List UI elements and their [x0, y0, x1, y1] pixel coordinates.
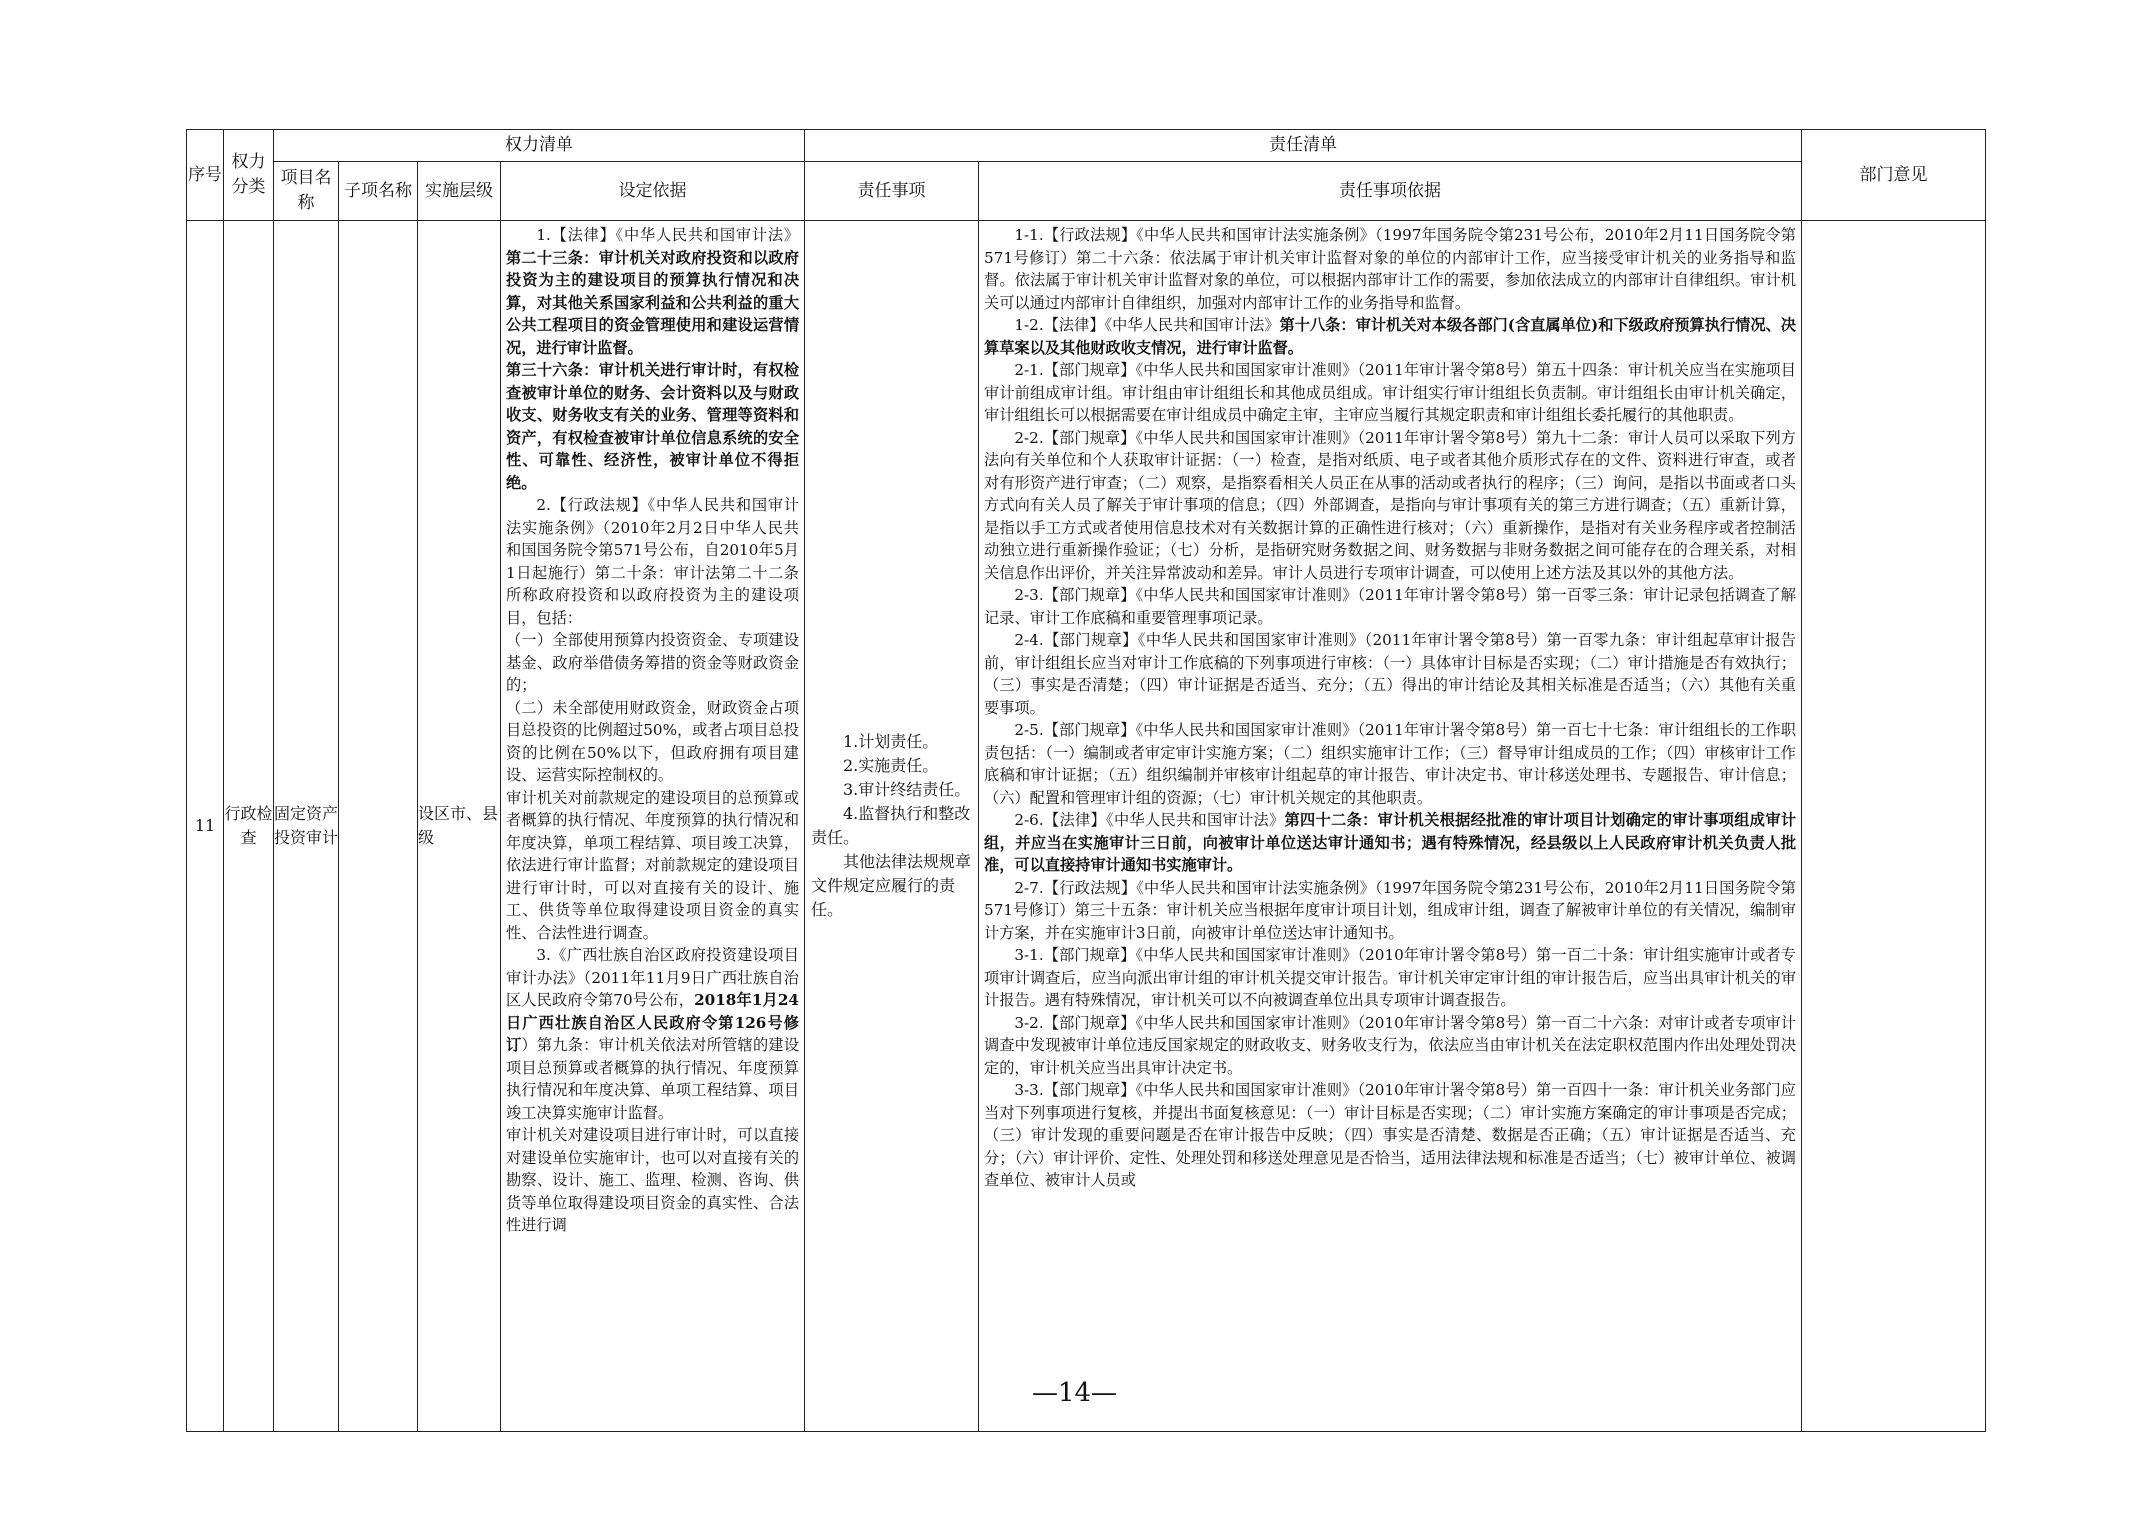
duty-list: [805, 730, 978, 922]
page-number: —14—: [1031, 1378, 1118, 1408]
header-duty-basis: 责任事项依据: [979, 162, 1802, 221]
duty-basis-text-run: 2-1.【部门规章】《中华人民共和国国家审计准则》（2011年审计署令第8号）第五十四条：审计机关应当在实施项目审计前组成审计组。审计组由审计组组长和其他成员组成。审计组实行审计组组长负责制。审计组组长由审计机关确定，审计组组长可以根据需要在审计组成员中确定主审，主审应当履行其规定职责和审计组组长委托履行的其他职责。: [984, 361, 1796, 424]
header-department-opinion: 部门意见: [1802, 130, 1986, 221]
duty-basis-paragraph: [984, 629, 1796, 719]
cell-category: 行政检查: [224, 221, 274, 1432]
basis-text: [501, 221, 804, 1431]
duty-item: 其他法律法规规章文件规定应履行的责任。: [811, 852, 972, 919]
basis-text-run: 第三十六条：审计机关进行审计时，有权检查被审计单位的财务、会计资料以及与财政收支、财务收支有关的业务、管理等资料和资产，有权检查被审计单位信息系统的安全性、可靠性、经济性，被审计单位不得拒绝。: [506, 361, 799, 492]
basis-text-run: 第二十三条：审计机关对政府投资和以政府投资为主的建设项目的预算执行情况和决算，对其他关系国家利益和公共利益的重大公共工程项目的资金管理使用和建设运营情况，进行审计监督。: [506, 248, 799, 357]
header-level: 实施层级: [418, 162, 501, 221]
basis-paragraph: [506, 224, 799, 359]
duty-basis-text-run: 1-1.【行政法规】《中华人民共和国审计法实施条例》（1997年国务院令第231号公布，2010年2月11日国务院令第571号修订）第二十六条：依法属于审计机关审计监督对象的单位的内部审计工作，应当接受审计机关的业务指导和监督。依法属于审计机关审计监督对象的单位，可以根据内部审计工作的需要，参加依法成立的内部审计自律组织。审计机关可以通过内部审计自律组织，加强对内部审计工作的业务指导和监督。: [984, 226, 1796, 312]
basis-text-run: （一）全部使用预算内投资资金、专项建设基金、政府举借债务筹措的资金等财政资金的；: [506, 631, 799, 694]
duty-item: 2.实施责任。: [843, 756, 939, 775]
duty-basis-text-run: 2-6.【法律】《中华人民共和国审计法》: [1014, 811, 1285, 829]
basis-text-run: 审计机关对建设项目进行审计时，可以直接对建设单位实施审计，也可以对直接有关的勘察、设计、施工、监理、检测、咨询、供货等单位取得建设项目资金的真实性、合法性进行调: [506, 1126, 799, 1234]
duty-basis-text-run: 2-3.【部门规章】《中华人民共和国国家审计准则》（2011年审计署令第8号）第一百零三条：审计记录包括调查了解记录、审计工作底稿和重要管理事项记录。: [984, 586, 1796, 627]
basis-text-run: 2018年1月24日广西壮族自治区人民政府令第126号修订: [506, 991, 799, 1054]
duty-basis-paragraph: [984, 1079, 1796, 1192]
header-responsibility-list: 责任清单: [805, 130, 1802, 162]
duty-basis-text: [979, 221, 1801, 1431]
header-power-list: 权力清单: [274, 130, 805, 162]
basis-text-run: 审计机关对前款规定的建设项目的总预算或者概算的执行情况、年度预算的执行情况和年度决算，单项工程结算、项目竣工决算，依法进行审计监督；对前款规定的建设项目进行审计时，可以对直接有关的设计、施工、供货等单位取得建设项目资金的真实性、合法性进行调查。: [506, 788, 799, 942]
header-duty: 责任事项: [805, 162, 979, 221]
header-category: 权力分类: [224, 130, 274, 221]
header-item-name: 项目名称: [274, 162, 339, 221]
duty-item: 3.审计终结责任。: [843, 780, 971, 799]
duty-basis-text-run: 3-2.【部门规章】《中华人民共和国国家审计准则》（2010年审计署令第8号）第一百二十六条：对审计或者专项审计调查中发现被审计单位违反国家规定的财政收支、财务收支行为，依法应当由审计机关在法定职权范围内作出处理处罚决定的，审计机关应当出具审计决定书。: [984, 1013, 1796, 1077]
basis-text-run: （二）未全部使用财政资金，财政资金占项目总投资的比例超过50%，或者占项目总投资的比例在50%以下，但政府拥有项目建设、运营实际控制权的。: [506, 698, 799, 784]
cell-basis: [501, 221, 805, 1432]
duty-basis-paragraph: [984, 224, 1796, 314]
duty-basis-text-run: 2-2.【部门规章】《中华人民共和国国家审计准则》（2011年审计署令第8号）第九十二条：审计人员可以采取下列方法向有关单位和个人获取审计证据：（一）检查，是指对纸质、电子或者其他介质形式存在的文件、资料进行审查，或者对有形资产进行审查；（二）观察，是指察看相关人员正在从事的活动或者执行的程序；（三）询问，是指以书面或者口头方式向有关人员了解关于审计事项的信息；（四）外部调查，是指向与审计事项有关的第三方进行调查；（五）重新计算，是指以手工方式或者使用信息技术对有关数据计算的正确性进行核对；（六）重新操作，是指对有关业务程序或者控制活动独立进行重新操作验证；（七）分析，是指研究财务数据之间、财务数据与非财务数据之间可能存在的合理关系，对相关信息作出评价，并关注异常波动和差异。审计人员进行专项审计调查，可以使用上述方法及其以外的其他方法。: [984, 428, 1796, 582]
header-seq: 序号: [187, 130, 224, 221]
cell-seq: 11: [187, 221, 224, 1432]
duty-basis-paragraph: [984, 314, 1796, 359]
basis-paragraph: [506, 697, 799, 787]
duty-item: 4.监督执行和整改责任。: [811, 804, 971, 847]
duty-item: 1.计划责任。: [843, 732, 939, 751]
duty-basis-paragraph: [984, 719, 1796, 809]
duty-basis-text-run: 3-1.【部门规章】《中华人民共和国国家审计准则》（2010年审计署令第8号）第一百二十条：审计组实施审计或者专项审计调查后，应当向派出审计组的审计机关提交审计报告。审计机关审定审计组的审计报告后，应当出具审计机关的审计报告。遇有特殊情况，审计机关可以不向被调查单位出具专项审计调查报告。: [984, 946, 1796, 1009]
duty-basis-text-run: 第四十二条：审计机关根据经批准的审计项目计划确定的审计事项组成审计组，并应当在实施审计三日前，向被审计单位送达审计通知书；遇有特殊情况，经县级以上人民政府审计机关负责人批准，可以直接持审计通知书实施审计。: [984, 811, 1797, 874]
header-sub-item: 子项名称: [339, 162, 418, 221]
basis-paragraph: [506, 787, 799, 945]
basis-text-run: ）第九条：审计机关依法对所管辖的建设项目总预算或者概算的执行情况、年度预算执行情况和年度决算、单项工程结算、项目竣工决算实施审计监督。: [506, 1036, 800, 1122]
cell-duty-basis: [979, 221, 1802, 1432]
cell-item-name: 固定资产投资审计: [274, 221, 339, 1432]
cell-duty: [805, 221, 979, 1432]
basis-paragraph: [506, 1124, 799, 1237]
table-row: [187, 221, 1986, 1432]
duty-basis-paragraph: [984, 944, 1796, 1012]
basis-text-run: 1.【法律】《中华人民共和国审计法》: [536, 226, 799, 244]
duty-basis-paragraph: [984, 427, 1796, 585]
duty-basis-text-run: 2-5.【部门规章】《中华人民共和国国家审计准则》（2011年审计署令第8号）第一百七十七条：审计组组长的工作职责包括：（一）编制或者审定审计实施方案；（二）组织实施审计工作；（三）督导审计组成员的工作；（四）审核审计工作底稿和审计证据；（五）组织编制并审核审计组起草的审计报告、审计决定书、审计移送处理书、专题报告、审计信息；（六）配置和管理审计组的资源；（七）审计机关规定的其他职责。: [984, 721, 1796, 807]
duty-basis-text-run: 第十八条：审计机关对本级各部门(含直属单位)和下级政府预算执行情况、决算草案以及其他财政收支情况，进行审计监督。: [984, 316, 1796, 357]
duty-basis-paragraph: [984, 877, 1796, 945]
power-responsibility-table: [186, 129, 1986, 1432]
duty-basis-paragraph: [984, 809, 1796, 877]
basis-text-run: 2.【行政法规】《中华人民共和国审计法实施条例》（2010年2月2日中华人民共和国国务院令第571号公布，自2010年5月1日起施行）第二十条：审计法第二十二条所称政府投资和以政府投资为主的建设项目，包括：: [506, 496, 799, 627]
basis-paragraph: [506, 629, 799, 697]
basis-text-run: 3.《广西壮族自治区政府投资建设项目审计办法》（2011年11月9日广西壮族自治区人民政府令第70号公布，: [506, 946, 799, 1009]
duty-basis-text-run: 2-7.【行政法规】《中华人民共和国审计法实施条例》（1997年国务院令第231号公布，2010年2月11日国务院令第571号修订）第三十五条：审计机关应当根据年度审计项目计划，组成审计组，调查了解被审计单位的有关情况，编制审计方案，并在实施审计3日前，向被审计单位送达审计通知书。: [984, 878, 1796, 942]
basis-paragraph: [506, 944, 799, 1124]
duty-basis-paragraph: [984, 584, 1796, 629]
cell-department-opinion: [1802, 221, 1986, 1432]
duty-basis-text-run: 1-2.【法律】《中华人民共和国审计法》: [1014, 316, 1280, 334]
duty-basis-text-run: 2-4.【部门规章】《中华人民共和国国家审计准则》（2011年审计署令第8号）第一百零九条：审计组起草审计报告前，审计组组长应当对审计工作底稿的下列事项进行审核：（一）具体审计目标是否实现；（二）审计措施是否有效执行；（三）事实是否清楚；（四）审计证据是否适当、充分；（五）得出的审计结论及其相关标准是否适当；（六）其他有关重要事项。: [984, 631, 1796, 717]
header-basis: 设定依据: [501, 162, 805, 221]
duty-basis-paragraph: [984, 359, 1796, 427]
basis-paragraph: [506, 359, 799, 494]
basis-paragraph: [506, 494, 799, 629]
duty-basis-text-run: 3-3.【部门规章】《中华人民共和国国家审计准则》（2010年审计署令第8号）第一百四十一条：审计机关业务部门应当对下列事项进行复核，并提出书面复核意见：（一）审计目标是否实现；（二）审计实施方案确定的审计事项是否完成；（三）审计发现的重要问题是否在审计报告中反映；（四）事实是否清楚、数据是否正确；（五）审计证据是否适当、充分；（六）审计评价、定性、处理处罚和移送处理意见是否恰当，适用法律法规和标准是否适当；（七）被审计单位、被调查单位、被审计人员或: [984, 1081, 1796, 1189]
duty-basis-paragraph: [984, 1012, 1796, 1080]
cell-sub-item: [339, 221, 418, 1432]
cell-level: 设区市、县级: [418, 221, 501, 1432]
